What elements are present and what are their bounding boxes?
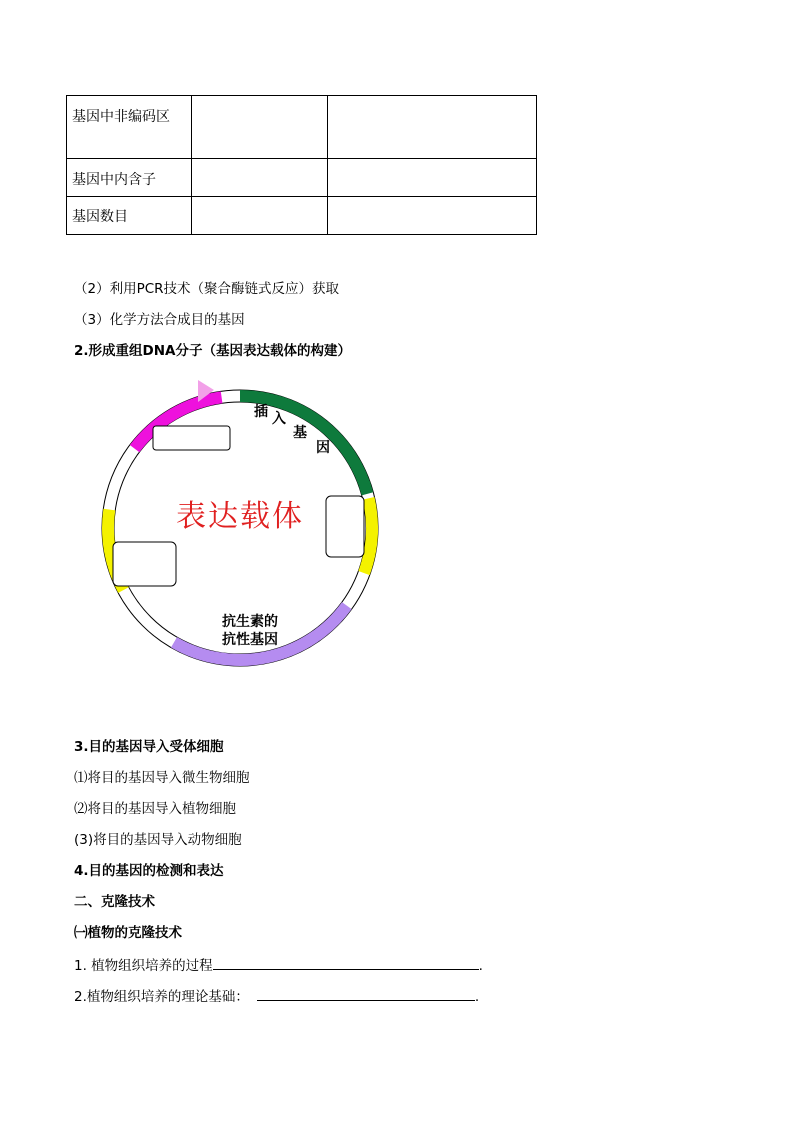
antibiotic-label-line2: 抗性基因: [222, 632, 278, 648]
table-row: [67, 159, 537, 197]
gene-comparison-table: [66, 95, 537, 235]
antibiotic-label-line1: 抗生素的: [222, 614, 278, 630]
plant-transfer-line: ⑵将目的基因导入植物细胞: [74, 801, 236, 817]
blank-label-box-right: [326, 496, 364, 557]
table-cell: [328, 96, 537, 159]
section-heading-cloning: 二、克隆技术: [74, 894, 155, 910]
answer-blank[interactable]: [213, 954, 479, 970]
pcr-method-line: （2）利用PCR技术（聚合酶链式反应）获取: [74, 281, 340, 297]
insert-gene-char: 基: [293, 425, 307, 441]
row-label: 基因中非编码区: [67, 96, 192, 159]
table-cell: [192, 197, 328, 235]
answer-blank[interactable]: [257, 985, 475, 1001]
table-cell: [328, 159, 537, 197]
expression-vector-diagram: [90, 368, 400, 688]
row-label: 基因数目: [67, 197, 192, 235]
yellow-segment-right: [364, 498, 372, 573]
animal-transfer-line: (3)将目的基因导入动物细胞: [74, 832, 242, 848]
table-row: [67, 96, 537, 159]
insert-gene-char: 插: [254, 404, 268, 420]
section-heading-plant-cloning: ㈠植物的克隆技术: [74, 925, 182, 941]
chemical-synthesis-line: （3）化学方法合成目的基因: [74, 312, 245, 328]
blank-label-box-left: [113, 542, 176, 586]
section-heading-recombinant-dna: 2.形成重组DNA分子（基因表达载体的构建）: [74, 343, 351, 359]
table-cell: [328, 197, 537, 235]
expression-vector-label: 表达载体: [176, 499, 304, 534]
section-heading-detection: 4.目的基因的检测和表达: [74, 863, 224, 879]
question-tissue-culture-process: 1. 植物组织培养的过程 .: [74, 954, 483, 974]
insert-gene-char: 入: [272, 411, 286, 427]
table-row: [67, 197, 537, 235]
table-cell: [192, 159, 328, 197]
insert-gene-char: 因: [316, 440, 330, 456]
blank-label-box-top: [153, 426, 230, 450]
section-heading-transformation: 3.目的基因导入受体细胞: [74, 739, 224, 755]
microbe-transfer-line: ⑴将目的基因导入微生物细胞: [74, 770, 250, 786]
question-tissue-culture-basis: 2.植物组织培养的理论基础： .: [74, 985, 479, 1005]
row-label: 基因中内含子: [67, 159, 192, 197]
table-cell: [192, 96, 328, 159]
